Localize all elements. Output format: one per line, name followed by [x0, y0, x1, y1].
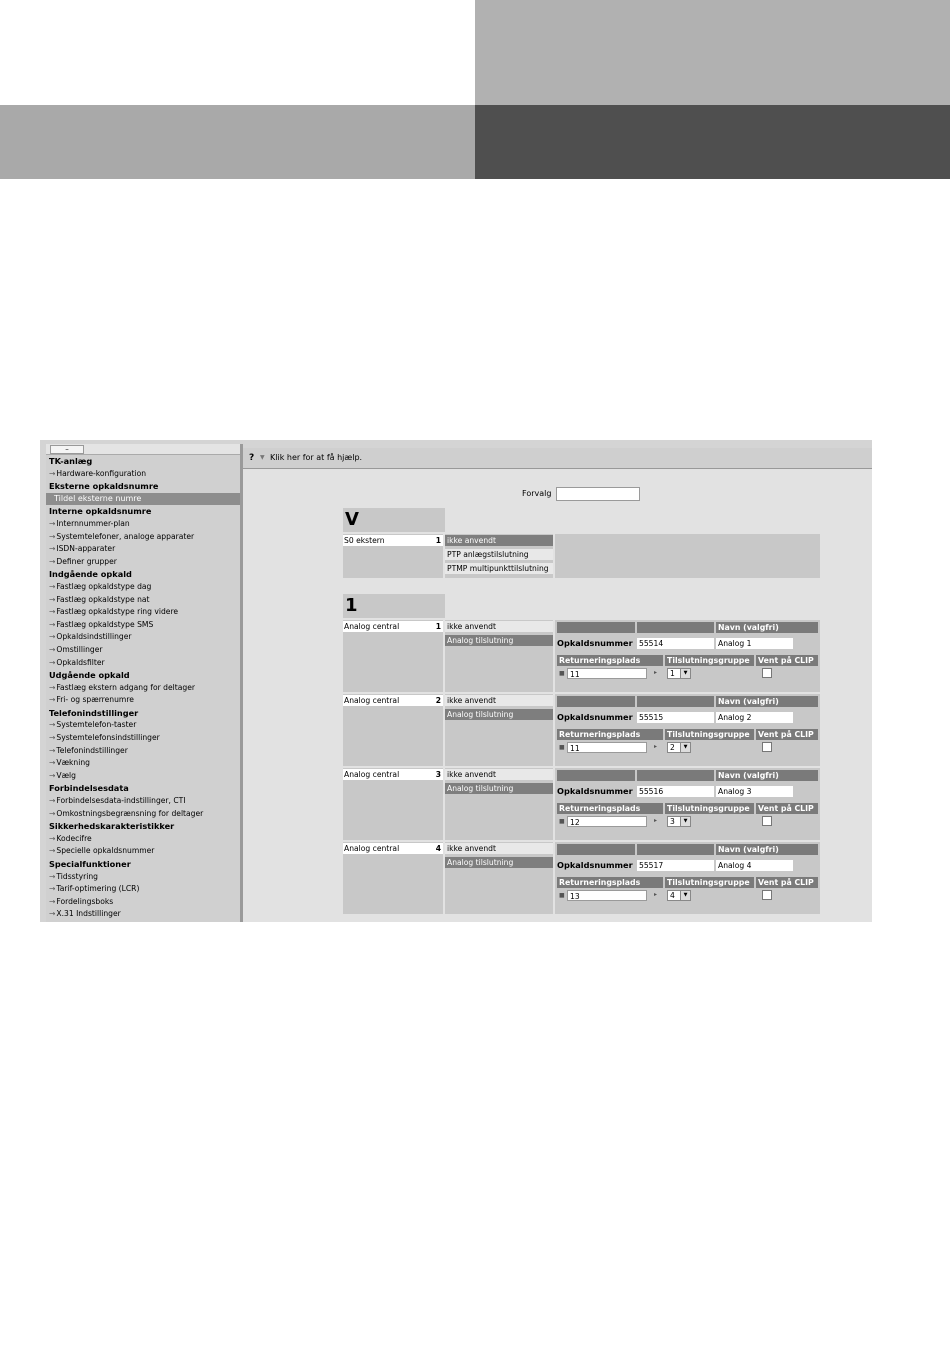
arrow-icon: → [49, 770, 56, 780]
navn-field[interactable]: Analog 1 [716, 638, 793, 649]
arrow-icon: → [49, 581, 56, 591]
sidebar-item-label: Indgående opkald [49, 569, 132, 580]
opkaldsnummer-label: Opkaldsnummer [557, 712, 633, 722]
sidebar-item-label: Udgående opkald [49, 670, 130, 681]
sidebar-item[interactable] [46, 657, 240, 670]
device-options [445, 620, 553, 692]
sidebar-item[interactable] [46, 745, 240, 758]
arrow-icon: → [49, 682, 56, 692]
device-panel [343, 842, 443, 914]
sidebar-group[interactable] [46, 455, 240, 468]
sidebar [46, 444, 243, 922]
retur-column-header: Returneringsplads [557, 803, 663, 814]
sidebar-item-label: Eksterne opkaldsnumre [49, 481, 159, 492]
vent-column-header: Vent på CLIP [756, 803, 818, 814]
forvalg-label: Forvalg [522, 489, 552, 498]
sidebar-item-label: Fastlæg opkaldstype SMS [56, 619, 154, 629]
arrow-icon: → [49, 632, 56, 642]
gruppe-column-header: Tilslutningsgruppe [665, 803, 754, 814]
device-name: S0 ekstern 1 [344, 536, 441, 545]
opkaldsnummer-label: Opkaldsnummer [557, 860, 633, 870]
help-link[interactable]: Klik her for at få hjælp. [270, 453, 363, 462]
sidebar-group[interactable] [46, 858, 240, 871]
arrow-icon: → [49, 808, 56, 818]
sidebar-item-label: Fordelingsboks [56, 896, 114, 906]
sidebar-item[interactable] [46, 719, 240, 732]
sidebar-item-label: Vækning [56, 758, 90, 768]
sidebar-item[interactable] [46, 594, 240, 607]
sidebar-item-label: ISDN-apparater [56, 544, 116, 554]
chevron-down-icon[interactable]: ▼ [680, 891, 690, 900]
sidebar-item[interactable] [46, 833, 240, 846]
arrow-icon: → [49, 733, 56, 743]
arrow-icon: → [49, 833, 56, 843]
device-panel [343, 620, 443, 692]
arrow-icon: → [49, 468, 56, 478]
header-band-dark [475, 105, 950, 179]
sidebar-item-label: Definer grupper [56, 556, 117, 566]
sidebar-item[interactable] [46, 493, 240, 506]
sidebar-group[interactable] [46, 782, 240, 795]
sidebar-group[interactable] [46, 568, 240, 581]
sidebar-item-label: Forbindelsesdata [49, 783, 129, 794]
sidebar-item[interactable] [46, 619, 240, 632]
sidebar-item-label: Interne opkaldsnumre [49, 506, 152, 517]
square-icon: ■ [559, 892, 565, 899]
sidebar-item-label: Telefonindstillinger [49, 707, 139, 718]
arrow-icon: → [49, 884, 56, 894]
retur-input[interactable]: 13 [567, 890, 647, 901]
arrow-icon: ▸ [654, 817, 658, 824]
sidebar-item[interactable] [46, 845, 240, 858]
arrow-icon: → [49, 896, 56, 906]
sidebar-item[interactable] [46, 556, 240, 569]
arrow-icon: → [49, 695, 56, 705]
device-panel [343, 694, 443, 766]
navn-field[interactable]: Analog 4 [716, 860, 793, 871]
sidebar-toolbar [46, 444, 240, 455]
vent-column-header: Vent på CLIP [756, 655, 818, 666]
arrow-icon: → [49, 619, 56, 629]
option-analog-tilslutning[interactable]: Analog tilslutning [445, 783, 553, 794]
vent-checkbox[interactable] [762, 668, 772, 678]
section-v-header: V [343, 508, 445, 532]
sidebar-item[interactable] [46, 468, 240, 481]
arrow-icon: → [49, 644, 56, 654]
option-ptp[interactable]: PTP anlægstilslutning [445, 549, 553, 560]
retur-input[interactable]: 12 [567, 816, 647, 827]
sidebar-item-label: Kodecifre [56, 833, 92, 843]
option-ikke-anvendt[interactable]: ikke anvendt [445, 621, 553, 632]
header-blank [557, 844, 635, 855]
vent-checkbox[interactable] [762, 742, 772, 752]
header-band-top-right [475, 0, 950, 105]
header-blank [637, 770, 714, 781]
sidebar-item-label: Telefonindstillinger [56, 745, 128, 755]
screenshot-window [40, 440, 872, 922]
sidebar-item-label: Internnummer-plan [56, 518, 130, 528]
arrow-icon: → [49, 796, 56, 806]
gruppe-column-header: Tilslutningsgruppe [665, 655, 754, 666]
sidebar-item-label: Opkaldsindstillinger [56, 632, 132, 642]
gruppe-column-header: Tilslutningsgruppe [665, 729, 754, 740]
retur-column-header: Returneringsplads [557, 729, 663, 740]
sidebar-item[interactable] [46, 757, 240, 770]
sidebar-item-label: Omkostningsbegrænsning for deltager [56, 808, 204, 818]
arrow-icon: ▸ [654, 669, 658, 676]
chevron-down-icon[interactable]: ▼ [680, 743, 690, 752]
device-name: Analog central 3 [344, 770, 441, 779]
sidebar-item[interactable] [46, 581, 240, 594]
sidebar-item-label: Hardware-konfiguration [56, 468, 147, 478]
chevron-down-icon[interactable]: ▼ [680, 669, 690, 678]
chevron-down-icon[interactable]: ▼ [680, 817, 690, 826]
device-options [445, 768, 553, 840]
opkaldsnummer-label: Opkaldsnummer [557, 638, 633, 648]
option-ptmp[interactable]: PTMP multipunkttilslutning [445, 563, 553, 574]
sidebar-list [46, 455, 240, 921]
gruppe-column-header: Tilslutningsgruppe [665, 877, 754, 888]
sidebar-item[interactable] [46, 883, 240, 896]
main-content [243, 448, 872, 922]
arrow-icon: → [49, 518, 56, 528]
sidebar-item-label: Specialfunktioner [49, 859, 131, 869]
sidebar-item-label: Systemtelefonsindstillinger [56, 733, 160, 743]
name-column-header: Navn (valgfri) [716, 770, 818, 781]
sidebar-item-label: Tildel eksterne numre [54, 493, 142, 503]
sidebar-item[interactable] [46, 770, 240, 783]
name-column-header: Navn (valgfri) [716, 844, 818, 855]
section-v-device-panel [343, 534, 443, 578]
header-blank [557, 696, 635, 707]
sidebar-item-label: Systemtelefon-taster [56, 720, 137, 730]
header-blank [637, 622, 714, 633]
arrow-icon: → [49, 531, 56, 541]
option-analog-tilslutning[interactable]: Analog tilslutning [445, 635, 553, 646]
sidebar-group[interactable] [46, 820, 240, 833]
arrow-icon: → [49, 720, 56, 730]
device-detail-panel [555, 694, 820, 766]
sidebar-item-label: Fri- og spærrenumre [56, 695, 134, 705]
sidebar-item[interactable] [46, 543, 240, 556]
vent-column-header: Vent på CLIP [756, 729, 818, 740]
sidebar-group[interactable] [46, 505, 240, 518]
header-blank [557, 622, 635, 633]
help-bar[interactable] [243, 448, 872, 469]
arrow-icon: → [49, 745, 56, 755]
arrow-icon: → [49, 556, 56, 566]
gruppe-select[interactable]: 4 ▼ [667, 890, 691, 901]
opkaldsnummer-field[interactable]: 55514 [637, 638, 714, 649]
device-name: Analog central 4 [344, 844, 441, 853]
sidebar-group[interactable] [46, 669, 240, 682]
vent-checkbox[interactable] [762, 890, 772, 900]
device-options [445, 694, 553, 766]
header-band-left [0, 105, 475, 179]
device-name: Analog central 1 [344, 622, 441, 631]
sidebar-item[interactable] [46, 694, 240, 707]
sidebar-item-label: Opkaldsfilter [56, 657, 105, 667]
opkaldsnummer-field[interactable]: 55516 [637, 786, 714, 797]
sidebar-item-label: X.31 Indstillinger [56, 909, 121, 919]
arrow-icon: → [49, 594, 56, 604]
sidebar-item-label: Systemtelefoner, analoge apparater [56, 531, 195, 541]
device-detail-panel [555, 842, 820, 914]
gruppe-select[interactable]: 2 ▼ [667, 742, 691, 753]
sidebar-item[interactable] [46, 644, 240, 657]
option-analog-tilslutning[interactable]: Analog tilslutning [445, 857, 553, 868]
sidebar-item[interactable] [46, 606, 240, 619]
section-1-header: 1 [343, 594, 445, 618]
sidebar-item-label: Tidsstyring [56, 871, 98, 881]
sidebar-group[interactable] [46, 707, 240, 720]
arrow-icon: → [49, 758, 56, 768]
sidebar-item[interactable] [46, 732, 240, 745]
collapse-button[interactable]: – [50, 445, 84, 454]
header-blank [637, 844, 714, 855]
sidebar-item-label: Specielle opkaldsnummer [56, 846, 155, 856]
name-column-header: Navn (valgfri) [716, 622, 818, 633]
sidebar-item[interactable] [46, 631, 240, 644]
vent-checkbox[interactable] [762, 816, 772, 826]
arrow-icon: → [49, 657, 56, 667]
header-blank [637, 696, 714, 707]
sidebar-item[interactable] [46, 795, 240, 808]
sidebar-item-label: Fastlæg opkaldstype dag [56, 581, 152, 591]
arrow-icon: → [49, 871, 56, 881]
option-analog-tilslutning[interactable]: Analog tilslutning [445, 709, 553, 720]
sidebar-item[interactable] [46, 518, 240, 531]
arrow-icon: ▸ [654, 743, 658, 750]
arrow-icon: ▼ [260, 454, 265, 461]
arrow-icon: → [49, 544, 56, 554]
option-ikke-anvendt[interactable]: ikke anvendt [445, 535, 553, 546]
option-ikke-anvendt[interactable]: ikke anvendt [445, 695, 553, 706]
square-icon: ■ [559, 818, 565, 825]
gruppe-select[interactable]: 3 ▼ [667, 816, 691, 827]
sidebar-item-label: Forbindelsesdata-indstillinger, CTI [56, 796, 186, 806]
option-ikke-anvendt[interactable]: ikke anvendt [445, 843, 553, 854]
sidebar-item[interactable] [46, 808, 240, 821]
arrow-icon: ▸ [654, 891, 658, 898]
device-detail-panel [555, 620, 820, 692]
sidebar-item-label: Fastlæg opkaldstype nat [56, 594, 150, 604]
header-blank [557, 770, 635, 781]
retur-input[interactable]: 11 [567, 742, 647, 753]
retur-column-header: Returneringsplads [557, 877, 663, 888]
retur-column-header: Returneringsplads [557, 655, 663, 666]
option-ikke-anvendt[interactable]: ikke anvendt [445, 769, 553, 780]
sidebar-item-label: Tarif-optimering (LCR) [56, 884, 140, 894]
sidebar-item-label: Sikkerhedskarakteristikker [49, 821, 175, 832]
opkaldsnummer-field[interactable]: 55515 [637, 712, 714, 723]
help-icon[interactable]: ? [249, 453, 255, 463]
navn-field[interactable]: Analog 2 [716, 712, 793, 723]
sidebar-item[interactable] [46, 896, 240, 909]
sidebar-item[interactable] [46, 908, 240, 921]
arrow-icon: → [49, 909, 56, 919]
name-column-header: Navn (valgfri) [716, 696, 818, 707]
section-v-detail-panel [555, 534, 820, 578]
opkaldsnummer-field[interactable]: 55517 [637, 860, 714, 871]
section-v-options [445, 534, 553, 578]
sidebar-item-label: Omstillinger [56, 644, 103, 654]
sidebar-item[interactable] [46, 871, 240, 884]
square-icon: ■ [559, 744, 565, 751]
opkaldsnummer-label: Opkaldsnummer [557, 786, 633, 796]
arrow-icon: → [49, 607, 56, 617]
arrow-icon: → [49, 846, 56, 856]
forvalg-input[interactable] [556, 487, 640, 501]
square-icon: ■ [559, 670, 565, 677]
device-name: Analog central 2 [344, 696, 441, 705]
device-panel [343, 768, 443, 840]
sidebar-item-label: Vælg [56, 770, 76, 780]
device-detail-panel [555, 768, 820, 840]
vent-column-header: Vent på CLIP [756, 877, 818, 888]
sidebar-group[interactable] [46, 480, 240, 493]
sidebar-item-label: TK-anlæg [49, 456, 93, 466]
retur-input[interactable]: 11 [567, 668, 647, 679]
sidebar-item[interactable] [46, 531, 240, 544]
device-options [445, 842, 553, 914]
sidebar-item[interactable] [46, 682, 240, 695]
navn-field[interactable]: Analog 3 [716, 786, 793, 797]
sidebar-item-label: Fastlæg ekstern adgang for deltager [56, 682, 196, 692]
gruppe-select[interactable]: 1 ▼ [667, 668, 691, 679]
sidebar-item-label: Fastlæg opkaldstype ring videre [56, 607, 179, 617]
